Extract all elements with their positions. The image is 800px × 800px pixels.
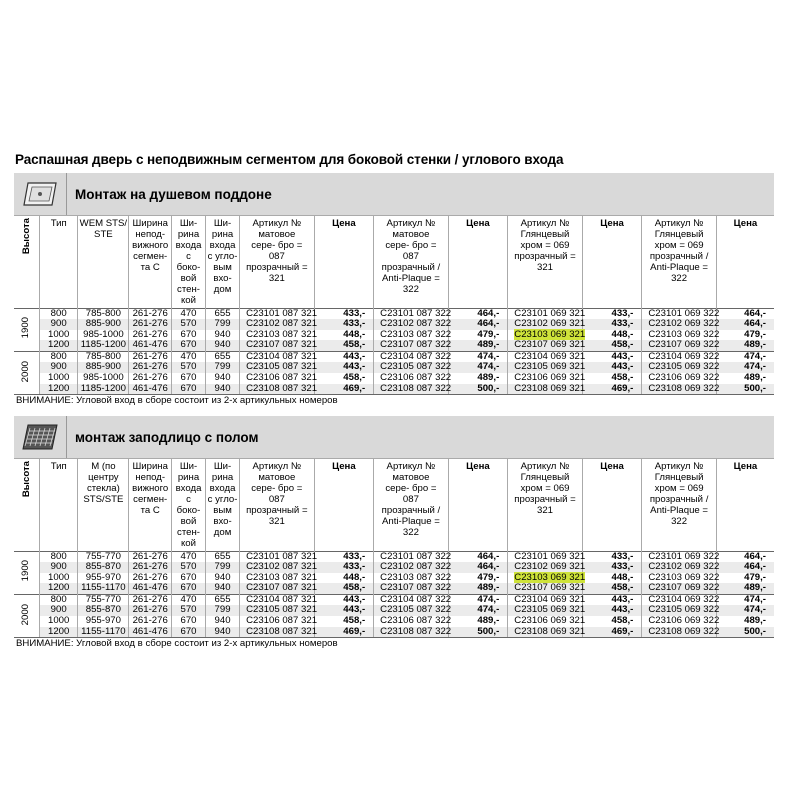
- c-width-header: Ширина непод- вижного сегмен- та C: [129, 216, 172, 308]
- size-range-cell: 885-900: [78, 362, 129, 373]
- article-header: Артикул № матовое сере- бро = 087 прозрачный = 321: [240, 216, 315, 308]
- c-width-cell: 261-276: [129, 362, 172, 373]
- article-cell: C23107 087 321: [240, 583, 315, 594]
- side-entry-cell: 570: [171, 362, 205, 373]
- side-entry-cell: 670: [171, 583, 205, 594]
- corner-entry-header: Ши- рина входа с угло- вым вхо- дом: [206, 216, 240, 308]
- article-cell: C23105 087 322: [374, 605, 449, 616]
- price-cell: 443,-: [582, 362, 642, 373]
- article-cell: C23101 087 322: [374, 308, 449, 319]
- article-cell: C23105 087 321: [240, 362, 315, 373]
- side-entry-cell: 470: [171, 551, 205, 562]
- price-cell: 458,-: [314, 340, 374, 351]
- article-cell: C23103 087 321: [240, 330, 315, 341]
- price-cell: 474,-: [716, 351, 774, 362]
- section-header: [14, 416, 774, 459]
- price-cell: 448,-: [314, 573, 374, 584]
- height-value: 2000: [20, 603, 32, 625]
- article-cell: C23106 087 321: [240, 616, 315, 627]
- article-cell: C23102 087 321: [240, 319, 315, 330]
- table-row: [14, 583, 774, 594]
- c-width-cell: 461-476: [129, 583, 172, 594]
- section-title: монтаж заподлицо с полом: [75, 429, 259, 445]
- side-entry-cell: 670: [171, 340, 205, 351]
- price-cell: 448,-: [582, 330, 642, 341]
- shower-tray-icon: [20, 179, 60, 209]
- size-range-cell: 1185-1200: [78, 340, 129, 351]
- article-cell: C23108 069 322: [642, 627, 717, 638]
- article-header: Артикул № матовое сере- бро = 087 прозрачный = 321: [240, 459, 315, 551]
- article-cell: C23103 087 322: [374, 330, 449, 341]
- price-cell: 479,-: [448, 330, 508, 341]
- article-cell: C23104 087 322: [374, 351, 449, 362]
- article-cell: C23104 087 322: [374, 594, 449, 605]
- price-cell: 433,-: [314, 551, 374, 562]
- size-range-header: M (по центру стекла) STS/STE: [78, 459, 129, 551]
- floor-drain-grid-icon: [20, 422, 60, 452]
- size-range-cell: 885-900: [78, 319, 129, 330]
- c-width-cell: 261-276: [129, 351, 172, 362]
- size-range-cell: 1155-1170: [78, 583, 129, 594]
- type-cell: 800: [40, 551, 78, 562]
- article-header: Артикул № матовое сере- бро = 087 прозрачный / Anti-Plaque = 322: [374, 216, 449, 308]
- type-cell: 900: [40, 605, 78, 616]
- article-cell: C23108 069 321: [508, 627, 583, 638]
- type-cell: 800: [40, 308, 78, 319]
- price-cell: 443,-: [582, 351, 642, 362]
- height-value: 1900: [20, 317, 32, 339]
- size-range-cell: 755-770: [78, 551, 129, 562]
- type-cell: 800: [40, 594, 78, 605]
- table-row: [14, 384, 774, 395]
- shower-tray-icon-box: [14, 173, 67, 215]
- price-cell: 448,-: [582, 573, 642, 584]
- price-cell: 464,-: [716, 551, 774, 562]
- price-cell: 489,-: [716, 616, 774, 627]
- size-range-cell: 985-1000: [78, 373, 129, 384]
- article-cell: C23101 087 321: [240, 551, 315, 562]
- article-cell: C23107 087 322: [374, 340, 449, 351]
- size-range-cell: 1185-1200: [78, 384, 129, 395]
- type-cell: 900: [40, 362, 78, 373]
- article-cell: C23105 069 321: [508, 605, 583, 616]
- height-value: 2000: [20, 360, 32, 382]
- c-width-cell: 461-476: [129, 384, 172, 395]
- article-cell: C23105 069 322: [642, 362, 717, 373]
- corner-entry-cell: 799: [206, 605, 240, 616]
- price-cell: 433,-: [582, 319, 642, 330]
- side-entry-cell: 470: [171, 308, 205, 319]
- price-cell: 458,-: [582, 583, 642, 594]
- corner-entry-cell: 940: [206, 330, 240, 341]
- price-cell: 489,-: [716, 583, 774, 594]
- price-table: [14, 459, 774, 637]
- c-width-cell: 261-276: [129, 319, 172, 330]
- article-header: Артикул № Глянцевый хром = 069 прозрачный / Anti-Plaque = 322: [642, 459, 717, 551]
- c-width-header: Ширина непод- вижного сегмен- та C: [129, 459, 172, 551]
- size-range-header: WEM STS/ STE: [78, 216, 129, 308]
- article-cell: C23108 069 321: [508, 384, 583, 395]
- corner-entry-cell: 799: [206, 562, 240, 573]
- price-cell: 458,-: [314, 583, 374, 594]
- price-cell: 489,-: [448, 616, 508, 627]
- price-cell: 433,-: [582, 308, 642, 319]
- type-cell: 1000: [40, 373, 78, 384]
- c-width-cell: 261-276: [129, 594, 172, 605]
- price-cell: 474,-: [448, 362, 508, 373]
- article-cell: C23101 069 322: [642, 308, 717, 319]
- corner-entry-cell: 799: [206, 319, 240, 330]
- side-entry-cell: 670: [171, 330, 205, 341]
- corner-entry-header: Ши- рина входа с угло- вым вхо- дом: [206, 459, 240, 551]
- price-cell: 474,-: [716, 362, 774, 373]
- height-header: [14, 459, 40, 551]
- type-header: Тип: [40, 459, 78, 551]
- article-cell: C23106 069 321: [508, 616, 583, 627]
- type-cell: 1200: [40, 384, 78, 395]
- side-entry-cell: 470: [171, 594, 205, 605]
- price-cell: 458,-: [582, 616, 642, 627]
- corner-entry-cell: 940: [206, 373, 240, 384]
- height-value: 1900: [20, 560, 32, 582]
- size-range-cell: 855-870: [78, 562, 129, 573]
- article-cell: C23104 069 321: [508, 594, 583, 605]
- price-table: [14, 216, 774, 394]
- size-range-cell: 955-970: [78, 573, 129, 584]
- price-cell: 464,-: [448, 308, 508, 319]
- section-header: [14, 173, 774, 216]
- article-cell: C23101 087 321: [240, 308, 315, 319]
- price-cell: 458,-: [314, 616, 374, 627]
- price-cell: 443,-: [582, 594, 642, 605]
- side-entry-cell: 670: [171, 616, 205, 627]
- size-range-cell: 855-870: [78, 605, 129, 616]
- c-width-cell: 261-276: [129, 308, 172, 319]
- height-label: Высота: [21, 218, 33, 255]
- article-cell: C23104 069 322: [642, 351, 717, 362]
- section-floor-level: [14, 416, 774, 650]
- height-header: [14, 216, 40, 308]
- article-cell: C23107 087 322: [374, 583, 449, 594]
- page-title: Распашная дверь с неподвижным сегментом для боковой стенки / углового входа: [15, 152, 564, 167]
- article-cell: C23106 069 322: [642, 616, 717, 627]
- type-cell: 1200: [40, 583, 78, 594]
- side-entry-cell: 670: [171, 573, 205, 584]
- price-cell: 433,-: [314, 308, 374, 319]
- corner-entry-cell: 940: [206, 573, 240, 584]
- type-cell: 1000: [40, 330, 78, 341]
- side-entry-cell: 470: [171, 351, 205, 362]
- type-cell: 1200: [40, 627, 78, 638]
- price-header: Цена: [582, 216, 642, 308]
- article-cell: C23101 069 321: [508, 308, 583, 319]
- price-header: Цена: [314, 216, 374, 308]
- article-cell: C23105 069 322: [642, 605, 717, 616]
- price-cell: 443,-: [314, 351, 374, 362]
- corner-entry-cell: 655: [206, 351, 240, 362]
- price-cell: 448,-: [314, 330, 374, 341]
- article-header: Артикул № Глянцевый хром = 069 прозрачный = 321: [508, 459, 583, 551]
- side-entry-cell: 670: [171, 373, 205, 384]
- price-cell: 443,-: [582, 605, 642, 616]
- price-cell: 469,-: [314, 384, 374, 395]
- article-cell: C23107 069 321: [508, 340, 583, 351]
- article-cell: C23108 087 321: [240, 627, 315, 638]
- price-cell: 489,-: [448, 340, 508, 351]
- price-cell: 500,-: [448, 384, 508, 395]
- price-cell: 479,-: [716, 573, 774, 584]
- price-cell: 443,-: [314, 362, 374, 373]
- price-header: Цена: [448, 459, 508, 551]
- height-label: Высота: [21, 461, 33, 498]
- price-cell: 464,-: [716, 308, 774, 319]
- c-width-cell: 261-276: [129, 573, 172, 584]
- price-cell: 458,-: [314, 373, 374, 384]
- price-cell: 500,-: [716, 627, 774, 638]
- size-range-cell: 785-800: [78, 351, 129, 362]
- type-cell: 800: [40, 351, 78, 362]
- height-cell: [14, 351, 40, 394]
- c-width-cell: 261-276: [129, 330, 172, 341]
- price-header: Цена: [716, 459, 774, 551]
- corner-entry-cell: 940: [206, 340, 240, 351]
- price-header: Цена: [716, 216, 774, 308]
- price-header: Цена: [582, 459, 642, 551]
- price-header: Цена: [448, 216, 508, 308]
- size-range-cell: 955-970: [78, 616, 129, 627]
- price-cell: 489,-: [716, 340, 774, 351]
- article-cell: C23108 069 322: [642, 384, 717, 395]
- article-cell: C23102 087 321: [240, 562, 315, 573]
- article-cell: C23104 069 322: [642, 594, 717, 605]
- article-cell: C23103 087 322: [374, 573, 449, 584]
- side-entry-header: Ши- рина входа с боко- вой стен- кой: [171, 216, 205, 308]
- article-cell: C23105 087 322: [374, 362, 449, 373]
- price-cell: 469,-: [314, 627, 374, 638]
- type-cell: 900: [40, 562, 78, 573]
- article-cell: C23106 069 321: [508, 373, 583, 384]
- type-cell: 1200: [40, 340, 78, 351]
- section-shower-tray: [14, 173, 774, 407]
- side-entry-cell: 570: [171, 605, 205, 616]
- article-cell: C23107 087 321: [240, 340, 315, 351]
- article-cell: C23102 069 321: [508, 319, 583, 330]
- price-cell: 489,-: [448, 583, 508, 594]
- article-cell: C23103 069 322: [642, 330, 717, 341]
- height-cell: [14, 308, 40, 351]
- article-cell: C23103 069 322: [642, 573, 717, 584]
- price-cell: 474,-: [448, 351, 508, 362]
- corner-entry-cell: 655: [206, 308, 240, 319]
- article-cell: C23108 087 322: [374, 627, 449, 638]
- price-cell: 464,-: [716, 319, 774, 330]
- price-cell: 474,-: [448, 605, 508, 616]
- price-cell: 433,-: [314, 319, 374, 330]
- article-cell: C23108 087 322: [374, 384, 449, 395]
- price-cell: 458,-: [582, 373, 642, 384]
- highlighted-article: C23103 069 321: [514, 571, 586, 583]
- side-entry-cell: 570: [171, 319, 205, 330]
- corner-entry-cell: 940: [206, 583, 240, 594]
- corner-entry-cell: 655: [206, 551, 240, 562]
- c-width-cell: 261-276: [129, 562, 172, 573]
- c-width-cell: 461-476: [129, 627, 172, 638]
- side-entry-cell: 670: [171, 384, 205, 395]
- article-cell: C23104 069 321: [508, 351, 583, 362]
- article-cell: C23102 069 322: [642, 319, 717, 330]
- price-cell: 474,-: [716, 605, 774, 616]
- table-row: [14, 627, 774, 638]
- side-entry-cell: 570: [171, 562, 205, 573]
- price-cell: 433,-: [314, 562, 374, 573]
- size-range-cell: 985-1000: [78, 330, 129, 341]
- c-width-cell: 261-276: [129, 551, 172, 562]
- article-cell: C23102 087 322: [374, 319, 449, 330]
- article-header: Артикул № матовое сере- бро = 087 прозрачный / Anti-Plaque = 322: [374, 459, 449, 551]
- article-cell: C23101 069 321: [508, 551, 583, 562]
- article-cell: C23106 069 322: [642, 373, 717, 384]
- price-cell: 443,-: [314, 594, 374, 605]
- price-cell: 500,-: [716, 384, 774, 395]
- note-text: ВНИМАНИЕ: Угловой вход в сборе состоит из 2-х артикульных номеров: [14, 637, 774, 650]
- corner-entry-cell: 940: [206, 384, 240, 395]
- price-header: Цена: [314, 459, 374, 551]
- article-header: Артикул № Глянцевый хром = 069 прозрачный / Anti-Plaque = 322: [642, 216, 717, 308]
- price-cell: 458,-: [582, 340, 642, 351]
- highlighted-article: C23103 069 321: [514, 328, 586, 340]
- type-cell: 1000: [40, 616, 78, 627]
- article-cell: C23106 087 322: [374, 616, 449, 627]
- size-range-cell: 755-770: [78, 594, 129, 605]
- price-cell: 464,-: [448, 562, 508, 573]
- article-cell: C23105 087 321: [240, 605, 315, 616]
- side-entry-cell: 670: [171, 627, 205, 638]
- type-cell: 900: [40, 319, 78, 330]
- price-cell: 433,-: [582, 562, 642, 573]
- price-cell: 500,-: [448, 627, 508, 638]
- price-cell: 474,-: [716, 594, 774, 605]
- c-width-cell: 261-276: [129, 605, 172, 616]
- price-cell: 443,-: [314, 605, 374, 616]
- price-cell: 464,-: [448, 319, 508, 330]
- price-cell: 489,-: [448, 373, 508, 384]
- article-cell: C23102 087 322: [374, 562, 449, 573]
- article-cell: C23107 069 321: [508, 583, 583, 594]
- side-entry-header: Ши- рина входа с боко- вой стен- кой: [171, 459, 205, 551]
- article-cell: C23108 087 321: [240, 384, 315, 395]
- article-cell: C23104 087 321: [240, 351, 315, 362]
- table-row: [14, 340, 774, 351]
- article-cell: C23107 069 322: [642, 340, 717, 351]
- price-cell: 464,-: [448, 551, 508, 562]
- article-cell: C23101 087 322: [374, 551, 449, 562]
- price-cell: 469,-: [582, 384, 642, 395]
- article-cell: C23104 087 321: [240, 594, 315, 605]
- article-cell: C23105 069 321: [508, 362, 583, 373]
- note-text: ВНИМАНИЕ: Угловой вход в сборе состоит из 2-х артикульных номеров: [14, 394, 774, 407]
- price-cell: 479,-: [448, 573, 508, 584]
- height-cell: [14, 551, 40, 594]
- type-header: Тип: [40, 216, 78, 308]
- c-width-cell: 261-276: [129, 373, 172, 384]
- size-range-cell: 785-800: [78, 308, 129, 319]
- article-cell: C23102 069 322: [642, 562, 717, 573]
- corner-entry-cell: 655: [206, 594, 240, 605]
- price-cell: 433,-: [582, 551, 642, 562]
- type-cell: 1000: [40, 573, 78, 584]
- article-cell: C23106 087 321: [240, 373, 315, 384]
- price-cell: 489,-: [716, 373, 774, 384]
- floor-drain-icon-box: [14, 416, 67, 458]
- article-cell: C23102 069 321: [508, 562, 583, 573]
- c-width-cell: 461-476: [129, 340, 172, 351]
- size-range-cell: 1155-1170: [78, 627, 129, 638]
- c-width-cell: 261-276: [129, 616, 172, 627]
- corner-entry-cell: 940: [206, 627, 240, 638]
- corner-entry-cell: 940: [206, 616, 240, 627]
- height-cell: [14, 594, 40, 637]
- corner-entry-cell: 799: [206, 362, 240, 373]
- article-header: Артикул № Глянцевый хром = 069 прозрачный = 321: [508, 216, 583, 308]
- section-title: Монтаж на душевом поддоне: [75, 186, 272, 202]
- price-cell: 464,-: [716, 562, 774, 573]
- article-cell: C23106 087 322: [374, 373, 449, 384]
- article-cell: C23107 069 322: [642, 583, 717, 594]
- article-cell: C23101 069 322: [642, 551, 717, 562]
- price-cell: 469,-: [582, 627, 642, 638]
- price-cell: 474,-: [448, 594, 508, 605]
- price-cell: 479,-: [716, 330, 774, 341]
- article-cell: C23103 087 321: [240, 573, 315, 584]
